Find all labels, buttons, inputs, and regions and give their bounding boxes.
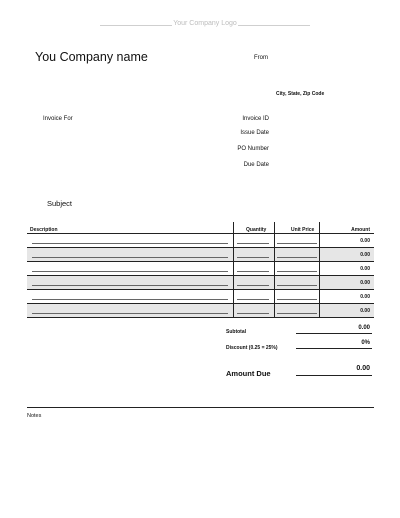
description-field[interactable] [32,243,228,244]
table-row[interactable] [27,304,374,318]
row-amount: 0.00 [360,252,370,258]
subtotal-value: 0.00 [358,325,370,331]
discount-label: Discount (0.25 = 25%) [226,345,278,351]
table-row[interactable] [27,248,374,262]
discount-field[interactable] [296,337,372,349]
row-amount: 0.00 [360,308,370,314]
quantity-field[interactable] [237,257,269,258]
column-header-amount: Amount [351,227,370,233]
po-number-label: PO Number [237,146,269,152]
subject-label: Subject [47,199,73,208]
company-name[interactable]: You Company name [35,50,148,64]
unit-price-field[interactable] [277,285,317,286]
column-header-quantity: Quantity [246,227,267,233]
description-field[interactable] [32,313,228,314]
row-amount: 0.00 [360,294,370,300]
row-amount: 0.00 [360,266,370,272]
due-date-label: Due Date [243,162,269,168]
unit-price-field[interactable] [277,257,317,258]
table-row[interactable] [27,262,374,276]
unit-price-field[interactable] [277,313,317,314]
row-amount: 0.00 [360,280,370,286]
from-label: From [254,55,268,61]
column-header-unit-price: Unit Price [291,227,315,233]
table-row[interactable] [27,276,374,290]
column-header-description: Description [30,227,58,233]
discount-value: 0% [361,340,370,346]
quantity-field[interactable] [237,313,269,314]
subtotal-label: Subtotal [226,329,246,335]
city-state-zip[interactable]: City, State, Zip Code [276,91,325,97]
invoice-id-label: Invoice ID [242,116,269,122]
quantity-field[interactable] [237,243,269,244]
logo-placeholder-text: Your Company Logo [173,20,237,27]
invoice-for-label: Invoice For [43,116,73,122]
column-divider [233,222,234,317]
description-field[interactable] [32,285,228,286]
amount-due-value: 0.00 [356,365,370,372]
table-header [27,222,374,234]
company-logo-placeholder[interactable] [100,20,310,27]
line-items-table [27,222,374,318]
column-divider [274,222,275,317]
logo-line-left [100,25,172,26]
table-row[interactable] [27,290,374,304]
unit-price-field[interactable] [277,299,317,300]
unit-price-field[interactable] [277,271,317,272]
column-divider [319,222,320,317]
logo-line-right [238,25,310,26]
description-field[interactable] [32,271,228,272]
quantity-field[interactable] [237,271,269,272]
description-field[interactable] [32,299,228,300]
unit-price-field[interactable] [277,243,317,244]
subtotal-field[interactable] [296,322,372,334]
quantity-field[interactable] [237,299,269,300]
table-row[interactable] [27,234,374,248]
amount-due-label: Amount Due [226,369,271,378]
description-field[interactable] [32,257,228,258]
notes-label: Notes [27,413,42,419]
amount-due-field[interactable] [296,363,372,376]
quantity-field[interactable] [237,285,269,286]
notes-divider [27,407,374,408]
row-amount: 0.00 [360,238,370,244]
issue-date-label: Issue Date [240,130,269,136]
